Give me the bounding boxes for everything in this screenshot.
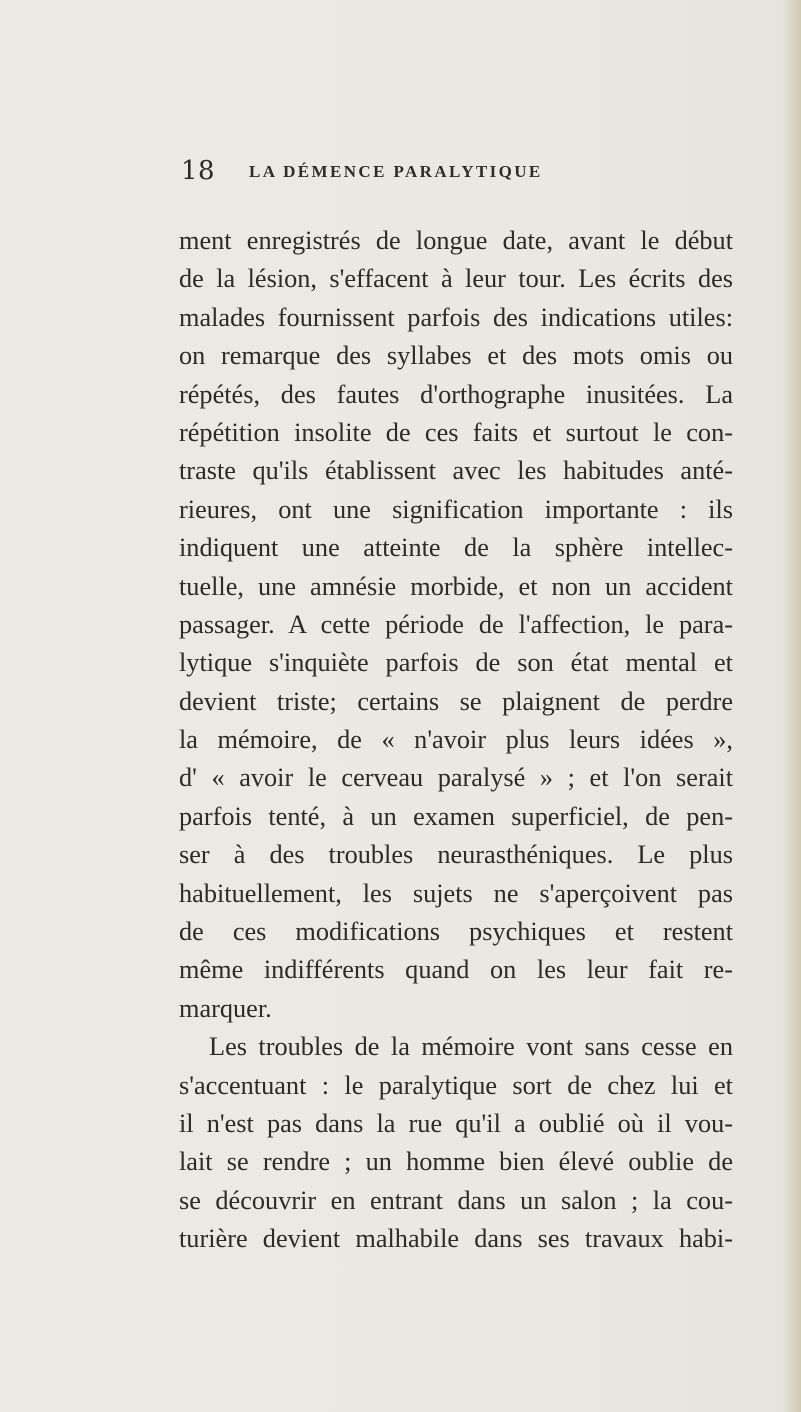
text-line: de ces modifications psychiques et restent: [179, 917, 733, 947]
text-line: lytique s'inquiète parfois de son état mental et: [179, 648, 733, 678]
text-line: turière devient malhabile dans ses travaux habi-: [179, 1224, 733, 1254]
text-line: ment enregistrés de longue date, avant le début: [179, 226, 733, 255]
text-line: d' « avoir le cerveau paralysé » ; et l'on serait: [179, 763, 733, 793]
body-text: [179, 222, 733, 1259]
text-line: devient triste; certains se plaignent de perdre: [179, 686, 733, 716]
text-line: on remarque des syllabes et des mots omis ou: [179, 341, 733, 371]
text-line: répétition insolite de ces faits et surtout le con-: [179, 417, 733, 447]
running-title: LA DÉMENCE PARALYTIQUE: [249, 162, 543, 181]
text-line: traste qu'ils établissent avec les habitudes anté-: [179, 456, 733, 486]
text-line: de la lésion, s'effacent à leur tour. Les écrits des: [179, 264, 733, 294]
page-number: 18: [181, 156, 216, 186]
text-line: passager. A cette période de l'affection, le para-: [179, 609, 733, 639]
text-line: malades fournissent parfois des indications utiles:: [179, 302, 733, 332]
text-line: rieures, ont une signification importante : ils: [179, 494, 733, 524]
text-line: la mémoire, de « n'avoir plus leurs idées »,: [179, 725, 733, 755]
text-line: tuelle, une amnésie morbide, et non un accident: [179, 571, 733, 601]
text-line: marquer.: [179, 993, 272, 1023]
text-line: ser à des troubles neurasthéniques. Le plus: [179, 840, 733, 870]
text-line: répétés, des fautes d'orthographe inusitées. La: [179, 379, 733, 409]
page-edge-shadow: [783, 0, 801, 1412]
text-line: parfois tenté, à un examen superficiel, de pen-: [179, 801, 733, 831]
text-line: même indifférents quand on les leur fait re-: [179, 955, 733, 985]
text-line: indiquent une atteinte de la sphère intellec-: [179, 533, 733, 563]
text-line: il n'est pas dans la rue qu'il a oublié où il vou-: [179, 1108, 733, 1138]
text-line: Les troubles de la mémoire vont sans cesse en: [209, 1032, 733, 1062]
page-header: [181, 157, 741, 197]
text-line: s'accentuant : le paralytique sort de chez lui et: [179, 1070, 733, 1100]
text-line: habituellement, les sujets ne s'aperçoivent pas: [179, 878, 733, 908]
text-line: lait se rendre ; un homme bien élevé oublie de: [179, 1147, 733, 1177]
text-line: se découvrir en entrant dans un salon ; la cou-: [179, 1185, 733, 1215]
